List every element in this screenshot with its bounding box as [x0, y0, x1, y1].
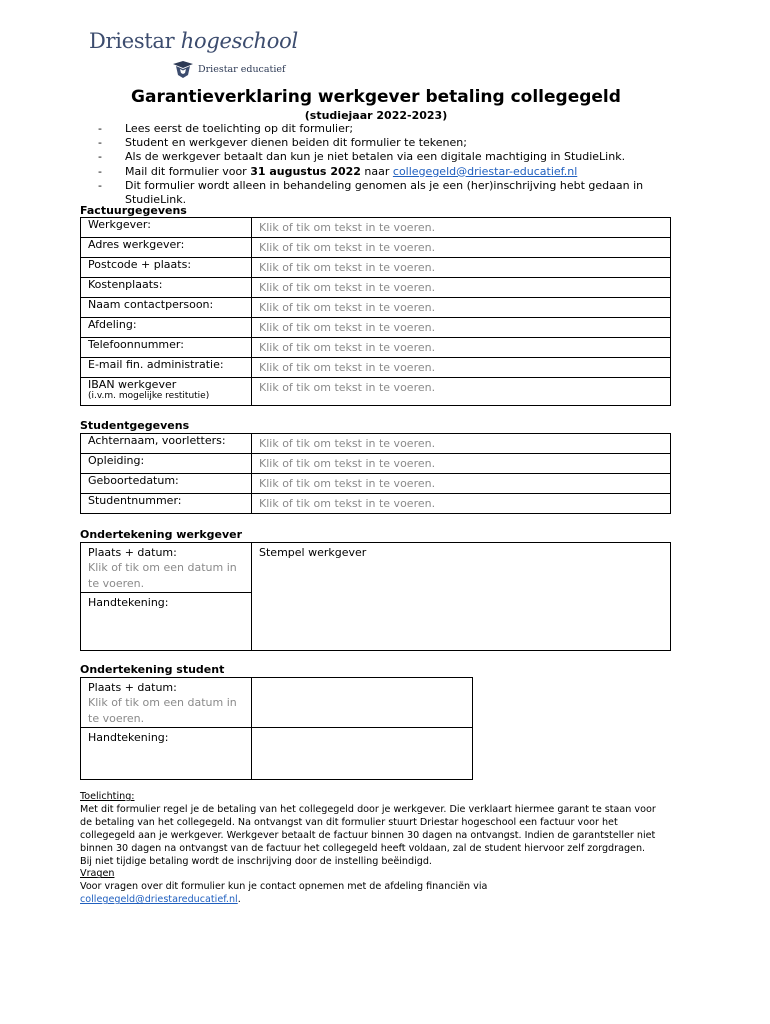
label-adres: Adres werkgever: [81, 238, 252, 258]
instruction-item: - Dit formulier wordt alleen in behandeling genomen als je een (her)inschrijving hebt gedaan in StudieLink. [98, 178, 644, 207]
sign-employer-heading: Ondertekening werkgever [80, 528, 243, 541]
geboortedatum-input[interactable]: Klik of tik om tekst in te voeren. [252, 474, 671, 494]
driestar-hogeschool-logo [89, 29, 298, 53]
label-geboortedatum: Geboortedatum: [81, 474, 252, 494]
contact-email-link[interactable]: collegegeld@driestareducatief.nl [80, 894, 238, 906]
label-opleiding: Opleiding: [81, 454, 252, 474]
sign-employer-table [80, 542, 671, 651]
student-table [80, 433, 671, 514]
student-signature-area[interactable] [252, 728, 473, 780]
instruction-item: - Student en werkgever dienen beiden dit formulier te tekenen; [98, 136, 467, 150]
email-link[interactable]: collegegeld@driestar-educatief.nl [392, 164, 578, 178]
adres-input[interactable]: Klik of tik om tekst in te voeren. [252, 238, 671, 258]
telefoon-input[interactable]: Klik of tik om tekst in te voeren. [252, 338, 671, 358]
werkgever-input[interactable]: Klik of tik om tekst in te voeren. [252, 218, 671, 238]
label-iban: IBAN werkgever (i.v.m. mogelijke restitutie) [81, 378, 252, 406]
label-kostenplaats: Kostenplaats: [81, 278, 252, 298]
factuur-heading: Factuurgegevens [80, 204, 187, 217]
label-postcode: Postcode + plaats: [81, 258, 252, 278]
stamp-label: Stempel werkgever [259, 546, 367, 559]
logo-brand-italic: hogeschool [180, 29, 298, 53]
employer-place-date-cell[interactable]: Plaats + datum: Klik of tik om een datum in te voeren. [81, 543, 252, 593]
iban-input[interactable]: Klik of tik om tekst in te voeren. [252, 378, 671, 406]
employer-signature-area[interactable] [81, 593, 252, 651]
studentnummer-input[interactable]: Klik of tik om tekst in te voeren. [252, 494, 671, 514]
postcode-input[interactable]: Klik of tik om tekst in te voeren. [252, 258, 671, 278]
label-afdeling: Afdeling: [81, 318, 252, 338]
factuur-table [80, 217, 671, 406]
opleiding-input[interactable]: Klik of tik om tekst in te voeren. [252, 454, 671, 474]
student-heading: Studentgegevens [80, 419, 190, 432]
student-place-date-cell[interactable]: Plaats + datum: Klik of tik om een datum in te voeren. [81, 678, 252, 728]
instruction-item: - Lees eerst de toelichting op dit formulier; [98, 122, 354, 135]
label-studentnummer: Studentnummer: [81, 494, 252, 514]
toelichting-body: Met dit formulier regel je de betaling van het collegegeld door je werkgever. Die verklaart hiermee garant te staan voor de betaling van het collegegeld. Na ontvangst van dit formulier stuurt Driestar hogeschool een factuur voor het collegegeld aan je werkgever. Werkgever betaalt de factuur binnen 30 dagen na ontvangst. Indien de garantsteller niet binnen 30 dagen na ontvangst van de factuur het collegegeld heeft voldaan, zal de student hiervoor zelf zorgdragen. Bij niet tijdige betaling wordt de inschrijving door de instelling beëindigd. [80, 803, 656, 867]
student-signature-label: Handtekening: [88, 731, 169, 744]
afdeling-input[interactable]: Klik of tik om tekst in te voeren. [252, 318, 671, 338]
educatief-emblem-icon [172, 58, 194, 80]
label-telefoon: Telefoonnummer: [81, 338, 252, 358]
logo-brand-plain: Driestar [89, 29, 181, 53]
iban-note: (i.v.m. mogelijke restitutie) [88, 391, 210, 401]
label-werkgever: Werkgever: [81, 218, 252, 238]
student-place-date-value[interactable] [252, 678, 473, 728]
label-contactpersoon: Naam contactpersoon: [81, 298, 252, 318]
label-achternaam: Achternaam, voorletters: [81, 434, 252, 454]
contactpersoon-input[interactable]: Klik of tik om tekst in te voeren. [252, 298, 671, 318]
vragen-body: Voor vragen over dit formulier kun je contact opnemen met de afdeling financiën via [80, 881, 488, 893]
label-email-administratie: E-mail fin. administratie: [81, 358, 252, 378]
student-signature-label-cell [81, 728, 252, 780]
toelichting-heading: Toelichting: [80, 791, 135, 802]
employer-date-picker[interactable]: Klik of tik om een datum in te voeren. [88, 561, 237, 590]
email-administratie-input[interactable]: Klik of tik om tekst in te voeren. [252, 358, 671, 378]
kostenplaats-input[interactable]: Klik of tik om tekst in te voeren. [252, 278, 671, 298]
page-title: Garantieverklaring werkgever betaling collegegeld [131, 87, 621, 107]
instruction-item: - Als de werkgever betaalt dan kun je niet betalen via een digitale machtiging in StudieLink. [98, 150, 626, 164]
sign-student-table [80, 677, 473, 780]
employer-stamp-area[interactable] [252, 543, 671, 651]
student-date-picker[interactable]: Klik of tik om een datum in te voeren. [88, 696, 237, 725]
instruction-list [98, 122, 678, 207]
instruction-item: - Mail dit formulier voor 31 augustus 2022 naar collegegeld@driestar-educatief.nl [98, 164, 578, 178]
educatief-text: Driestar educatief [198, 63, 286, 75]
achternaam-input[interactable]: Klik of tik om tekst in te voeren. [252, 434, 671, 454]
toelichting-block: Toelichting: Met dit formulier regel je de betaling van het collegegeld door je werkgever. Die verklaart hiermee garant te staan voor de betaling van het collegegeld. Na ontvangst van dit formulier stuurt Driestar hogeschool een factuur voor het collegegeld aan je werkgever. Werkgever betaalt de factuur binnen 30 dagen na ontvangst. Indien de garantsteller niet binnen 30 dagen na ontvangst van de factuur het collegegeld heeft voldaan, zal de student hiervoor zelf zorgdragen. Bij niet tijdige betaling wordt de inschrijving door de instelling beëindigd. Vragen Voor vragen over dit formulier kun je contact opnemen met de afdeling financiën via collegegeld@driestareducatief.nl. [80, 791, 660, 907]
vragen-heading: Vragen [80, 868, 115, 880]
employer-signature-label: Handtekening: [88, 596, 169, 609]
sign-student-heading: Ondertekening student [80, 663, 225, 676]
page-subtitle: (studiejaar 2022-2023) [304, 109, 448, 122]
driestar-educatief-logo [172, 58, 286, 80]
